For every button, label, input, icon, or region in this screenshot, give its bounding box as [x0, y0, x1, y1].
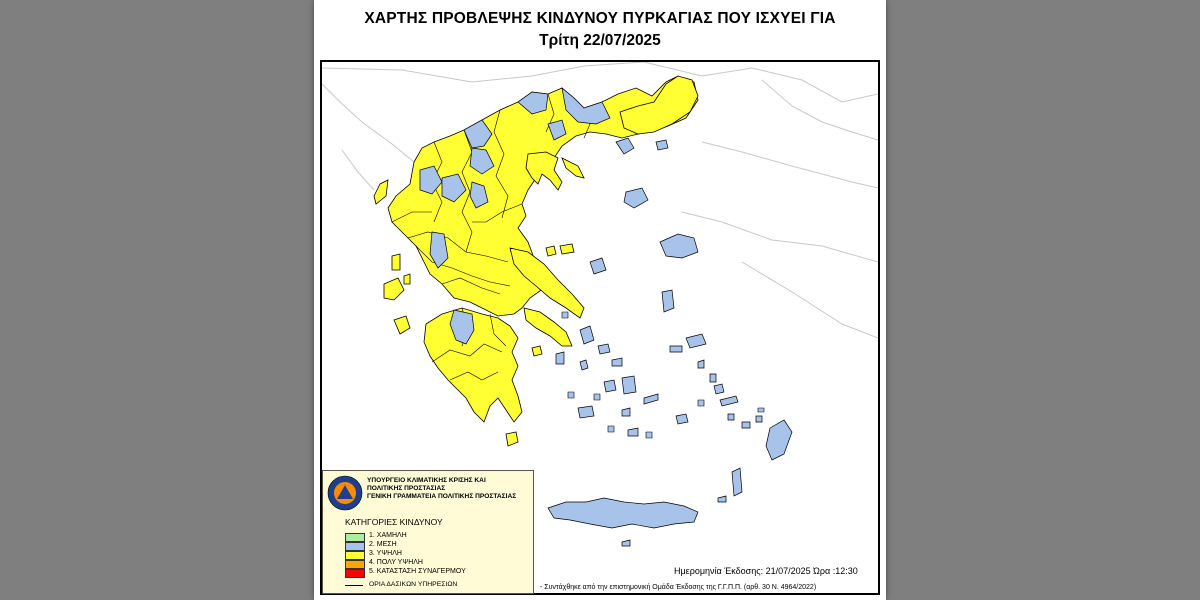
island-crete [548, 498, 698, 528]
island-milos [578, 406, 594, 418]
legend-label: 5. ΚΑΤΑΣΤΑΣΗ ΣΥΝΑΓΕΡΜΟΥ [369, 568, 466, 575]
island-ikaria [670, 346, 682, 352]
island-ithaca [404, 274, 410, 284]
civil-protection-emblem-icon [327, 475, 363, 511]
legend-label: 3. ΥΨΗΛΗ [369, 550, 402, 557]
legend-swatch [345, 569, 365, 578]
legend-swatch [345, 551, 365, 560]
island-nisyros [728, 414, 734, 420]
island-kalymnos [714, 384, 724, 394]
island-rhodes [766, 420, 792, 460]
island-skiathos [546, 246, 556, 256]
island-paros [604, 380, 616, 392]
legend-label: 1. ΧΑΜΗΛΗ [369, 532, 407, 539]
legend-label: 2. ΜΕΣΗ [369, 541, 397, 548]
island-aegina [532, 346, 542, 356]
ministry-name [367, 477, 533, 502]
map-title: ΧΑΡΤΗΣ ΠΡΟΒΛΕΨΗΣ ΚΙΝΔΥΝΟΥ ΠΥΡΚΑΓΙΑΣ ΠΟΥ ΙΣΧΥΕΙ ΓΙΑ [364, 10, 836, 27]
forecast-date: Τρίτη 22/07/2025 [539, 32, 661, 49]
island-santorini [628, 428, 638, 436]
island-andros [580, 326, 594, 344]
island-kasos [718, 496, 726, 502]
island-zakynthos [394, 316, 410, 334]
island-tilos [742, 422, 750, 428]
island-karpathos [732, 468, 742, 496]
ministry-line: ΠΟΛΙΤΙΚΗΣ ΠΡΟΣΤΑΣΙΑΣ [367, 485, 446, 493]
island-samothraki [656, 140, 668, 150]
island-kythira [506, 432, 518, 446]
legend-label: 4. ΠΟΛΥ ΥΨΗΛΗ [369, 559, 423, 566]
legend-box [322, 470, 534, 594]
island-syros [580, 360, 588, 370]
island-leros [710, 374, 716, 382]
blue-aegean-islands [548, 138, 792, 546]
footnote: - Συντάχθηκε από την επιστημονική Ομάδα Έκδοσης της Γ.Γ.Π.Π. (αρθ. 30 Ν. 4964/2022) [540, 584, 817, 591]
island-lesvos [660, 234, 698, 258]
island-chios [662, 290, 674, 312]
legend-swatch [345, 542, 365, 551]
ministry-line: ΓΕΝΙΚΗ ΓΡΑΜΜΑΤΕΙΑ ΠΟΛΙΤΙΚΗΣ ΠΡΟΣΤΑΣΙΑΣ [367, 493, 517, 501]
island-astypalaia [676, 414, 688, 424]
island-kefalonia [384, 278, 404, 300]
island-kea [556, 352, 564, 364]
island-limnos [624, 188, 648, 208]
island-gavdos [622, 540, 630, 546]
island-kos [720, 396, 738, 406]
island-samos [686, 334, 706, 348]
island-amorgos [644, 394, 658, 404]
boundary-label: ΟΡΙΑ ΔΑΣΙΚΩΝ ΥΠΗΡΕΣΙΩΝ [369, 581, 458, 588]
island-corfu [374, 180, 388, 204]
island-patmos [698, 360, 704, 368]
island-thasos [616, 138, 634, 154]
legend-swatch [345, 533, 365, 542]
region-athos [562, 158, 584, 178]
issue-date: Ημερομηνία Έκδοσης: 21/07/2025 Ώρα :12:30 [674, 566, 858, 576]
island-lefkada [392, 254, 400, 270]
risk-categories-title: ΚΑΤΗΓΟΡΙΕΣ ΚΙΝΔΥΝΟΥ [345, 517, 443, 527]
forecast-sheet [314, 0, 886, 600]
ministry-line: ΥΠΟΥΡΓΕΙΟ ΚΛΙΜΑΤΙΚΗΣ ΚΡΙΣΗΣ ΚΑΙ [367, 477, 486, 484]
island-skyros [590, 258, 606, 274]
island-naxos [622, 376, 636, 394]
island-skopelos [560, 244, 574, 254]
legend-swatch [345, 560, 365, 569]
island-mykonos [612, 358, 622, 366]
island-symi [756, 416, 762, 422]
island-tinos [598, 344, 610, 354]
island-ios [622, 408, 630, 416]
boundary-line-symbol [345, 585, 363, 586]
